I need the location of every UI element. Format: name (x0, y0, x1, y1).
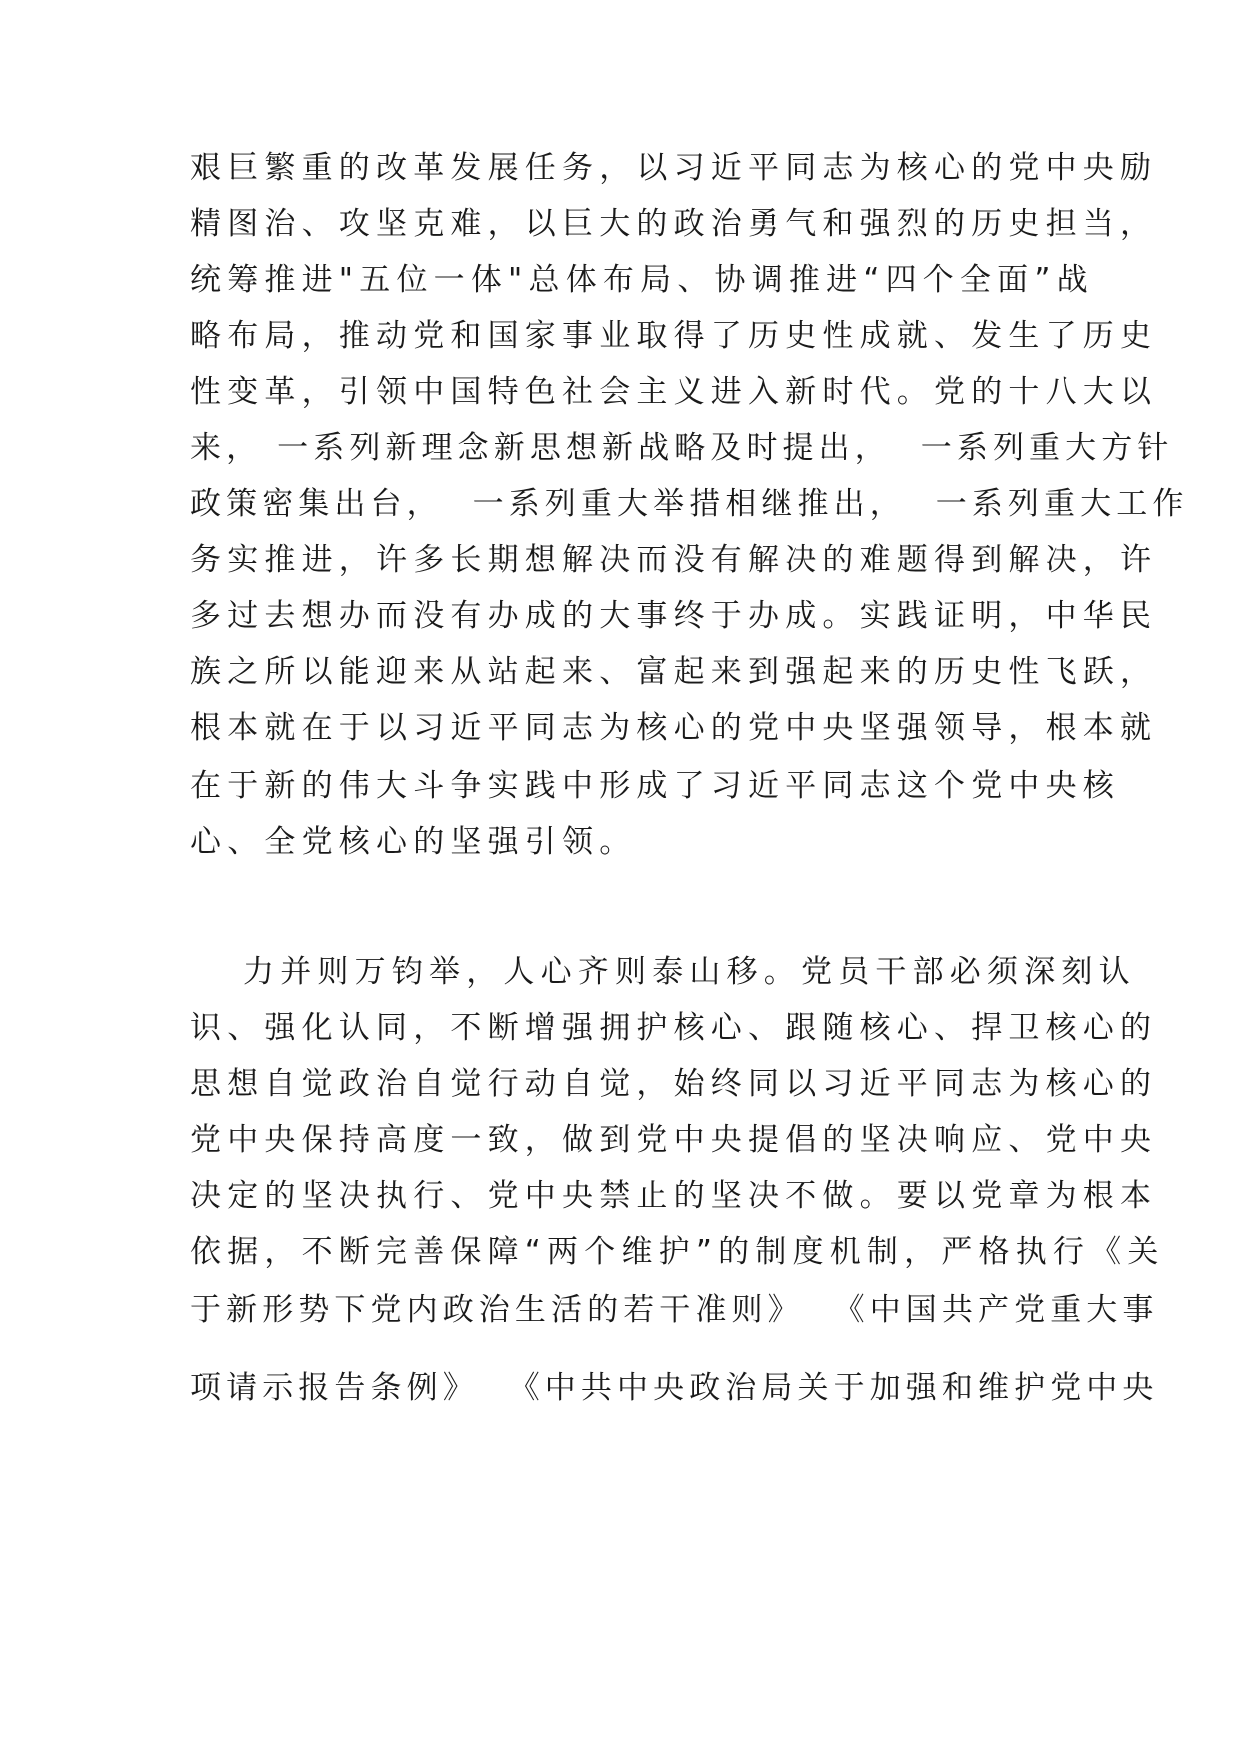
paragraph-1-line-4: 略布局，推动党和国家事业取得了历史性成就、发生了历史 (190, 318, 1158, 354)
paragraph-1-line-6: 来， 一系列新理念新思想新战略及时提出， 一系列重大方针 (190, 430, 1174, 466)
paragraph-1-line-7: 政策密集出台， 一系列重大举措相继推出， 一系列重大工作 (190, 486, 1189, 522)
paragraph-2-line-5: 决定的坚决执行、党中央禁止的坚决不做。要以党章为根本 (190, 1178, 1158, 1214)
paragraph-2-line-4: 党中央保持高度一致，做到党中央提倡的坚决响应、党中央 (190, 1122, 1158, 1158)
paragraph-2-line-2: 识、强化认同，不断增强拥护核心、跟随核心、捍卫核心的 (190, 1010, 1158, 1046)
paragraph-2-line-3: 思想自觉政治自觉行动自觉，始终同以习近平同志为核心的 (190, 1066, 1158, 1102)
paragraph-1-line-11: 根本就在于以习近平同志为核心的党中央坚强领导，根本就 (190, 710, 1158, 746)
paragraph-1-line-3: 统筹推进"五位一体"总体布局、协调推进“四个全面”战 (190, 262, 1094, 298)
paragraph-1-line-8: 务实推进，许多长期想解决而没有解决的难题得到解决，许 (190, 542, 1158, 578)
paragraph-1-line-13: 心、全党核心的坚强引领。 (190, 824, 637, 860)
paragraph-1-line-2: 精图治、攻坚克难，以巨大的政治勇气和强烈的历史担当， (190, 206, 1158, 242)
paragraph-2-line-7: 于新形势下党内政治生活的若干准则》 《中国共产党重大事 (190, 1292, 1159, 1328)
paragraph-2-line-1: 力并则万钧举，人心齐则泰山移。党员干部必须深刻认 (243, 954, 1136, 990)
paragraph-2-line-6: 依据，不断完善保障“两个维护”的制度机制，严格执行《关 (190, 1234, 1165, 1270)
paragraph-1-line-10: 族之所以能迎来从站起来、富起来到强起来的历史性飞跃， (190, 654, 1158, 690)
paragraph-1-line-5: 性变革，引领中国特色社会主义进入新时代。党的十八大以 (190, 374, 1158, 410)
paragraph-1-line-1: 艰巨繁重的改革发展任务，以习近平同志为核心的党中央励 (190, 150, 1158, 186)
paragraph-1-line-12: 在于新的伟大斗争实践中形成了习近平同志这个党中央核 (190, 768, 1120, 804)
paragraph-2-line-8: 项请示报告条例》 《中共中央政治局关于加强和维护党中央 (190, 1370, 1159, 1406)
paragraph-1-line-9: 多过去想办而没有办成的大事终于办成。实践证明，中华民 (190, 598, 1158, 634)
